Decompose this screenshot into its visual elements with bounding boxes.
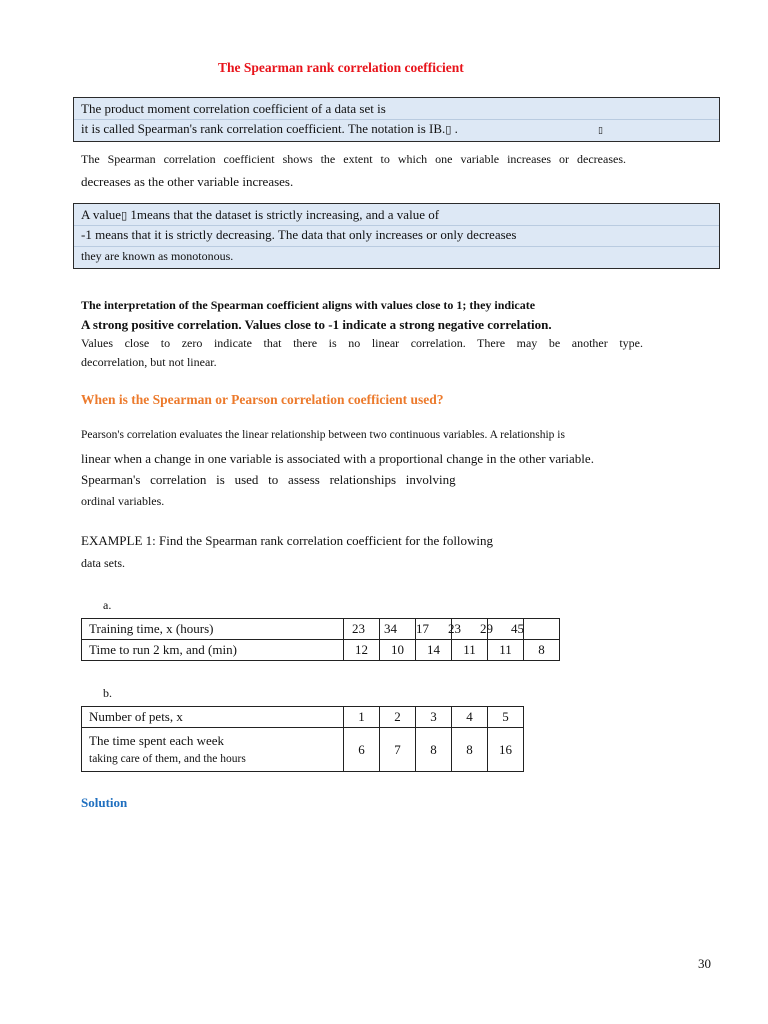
pearson-line-2: linear when a change in one variable is associated with a proportional change in the other variable. [81,451,594,466]
definition-line-1: The product moment correlation coefficient of a data set is [81,101,386,116]
monotonic-value: 1 [130,207,137,222]
example-line-2: data sets. [81,556,125,570]
interp-line-4: decorrelation, but not linear. [81,355,217,369]
table-cell: Number of pets, x [82,707,344,728]
page-number: 30 [698,956,711,971]
monotonic-line-2: -1 means that it is strictly decreasing. The data that only increases or only decreases [81,227,517,242]
table-cell: 10 [380,640,416,661]
para1-line-1: The Spearman correlation coefficient shows the extent to which one variable increases or decreases. [81,152,626,166]
table-row [82,728,524,772]
box-divider [74,246,719,247]
pearson-line-1: Pearson's correlation evaluates the linear relationship between two continuous variables. A relationship is [81,429,565,441]
table-value: 34 [384,621,397,636]
table-row [82,640,560,661]
missing-symbol-glyph: ▯ [121,209,128,222]
table-value: 17 [416,621,429,636]
table-a-label: a. [103,598,112,612]
table-cell: 8 [524,640,560,661]
table-cell: 6 [344,728,380,772]
missing-symbol-glyph: ▯ [445,123,452,136]
table-cell: 2 [380,707,416,728]
pearson-line-3: Spearman's correlation is used to assess relationships involving [81,472,456,487]
table-cell: 16 [488,728,524,772]
monotonic-line-1 [81,207,439,223]
table-cell: 12 [344,640,380,661]
table-cell: Training time, x (hours) [82,619,344,640]
stray-symbol-glyph: ▯ [598,126,603,136]
interp-line-3: Values close to zero indicate that there is no linear correlation. There may be another type. [81,336,643,350]
table-b-label: b. [103,686,112,700]
table-cell: 3 [416,707,452,728]
table-value: 23 [352,621,365,636]
interp-line-1: The interpretation of the Spearman coefficient aligns with values close to 1; they indicate [81,298,536,312]
definition-period: . [454,121,458,136]
table-cell: 8 [452,728,488,772]
table-cell: 7 [380,728,416,772]
table-value: 29 [480,621,493,636]
example-line-1: EXAMPLE 1: Find the Spearman rank correlation coefficient for the following [81,533,494,548]
monotonic-text-a: A value [81,207,122,222]
table-cell: 14 [416,640,452,661]
table-cell [82,728,344,772]
monotonic-line-3: they are known as monotonous. [81,249,234,263]
table-cell: 11 [488,640,524,661]
box-divider [74,225,719,226]
solution-heading: Solution [81,795,128,810]
table-row [82,707,524,728]
table-cell: 5 [488,707,524,728]
monotonic-box [73,203,720,269]
table-cell [524,619,560,640]
table-value: 45 [511,621,524,636]
table-cell: Time to run 2 km, and (min) [82,640,344,661]
table-cell: 4 [452,707,488,728]
table-cell: 1 [344,707,380,728]
table-value: 23 [448,621,461,636]
definition-text: it is called Spearman's rank correlation coefficient. The notation is IB. [81,121,446,136]
box-divider [74,119,719,120]
monotonic-text-c: means that the dataset is strictly increasing, and a value of [136,207,440,222]
section-heading: When is the Spearman or Pearson correlation coefficient used? [81,392,444,407]
definition-box [73,97,720,142]
table-cell: 11 [452,640,488,661]
table-cell-line: The time spent each week [89,732,224,748]
pearson-line-4: ordinal variables. [81,494,165,508]
table-cell-line: taking care of them, and the hours [89,752,246,765]
table-b [81,706,524,772]
page-title: The Spearman rank correlation coefficient [218,60,464,75]
table-cell: 8 [416,728,452,772]
interp-line-2: A strong positive correlation. Values close to -1 indicate a strong negative correlation. [81,317,552,332]
para1-line-2: decreases as the other variable increases. [81,174,294,189]
definition-line-2 [81,121,458,137]
